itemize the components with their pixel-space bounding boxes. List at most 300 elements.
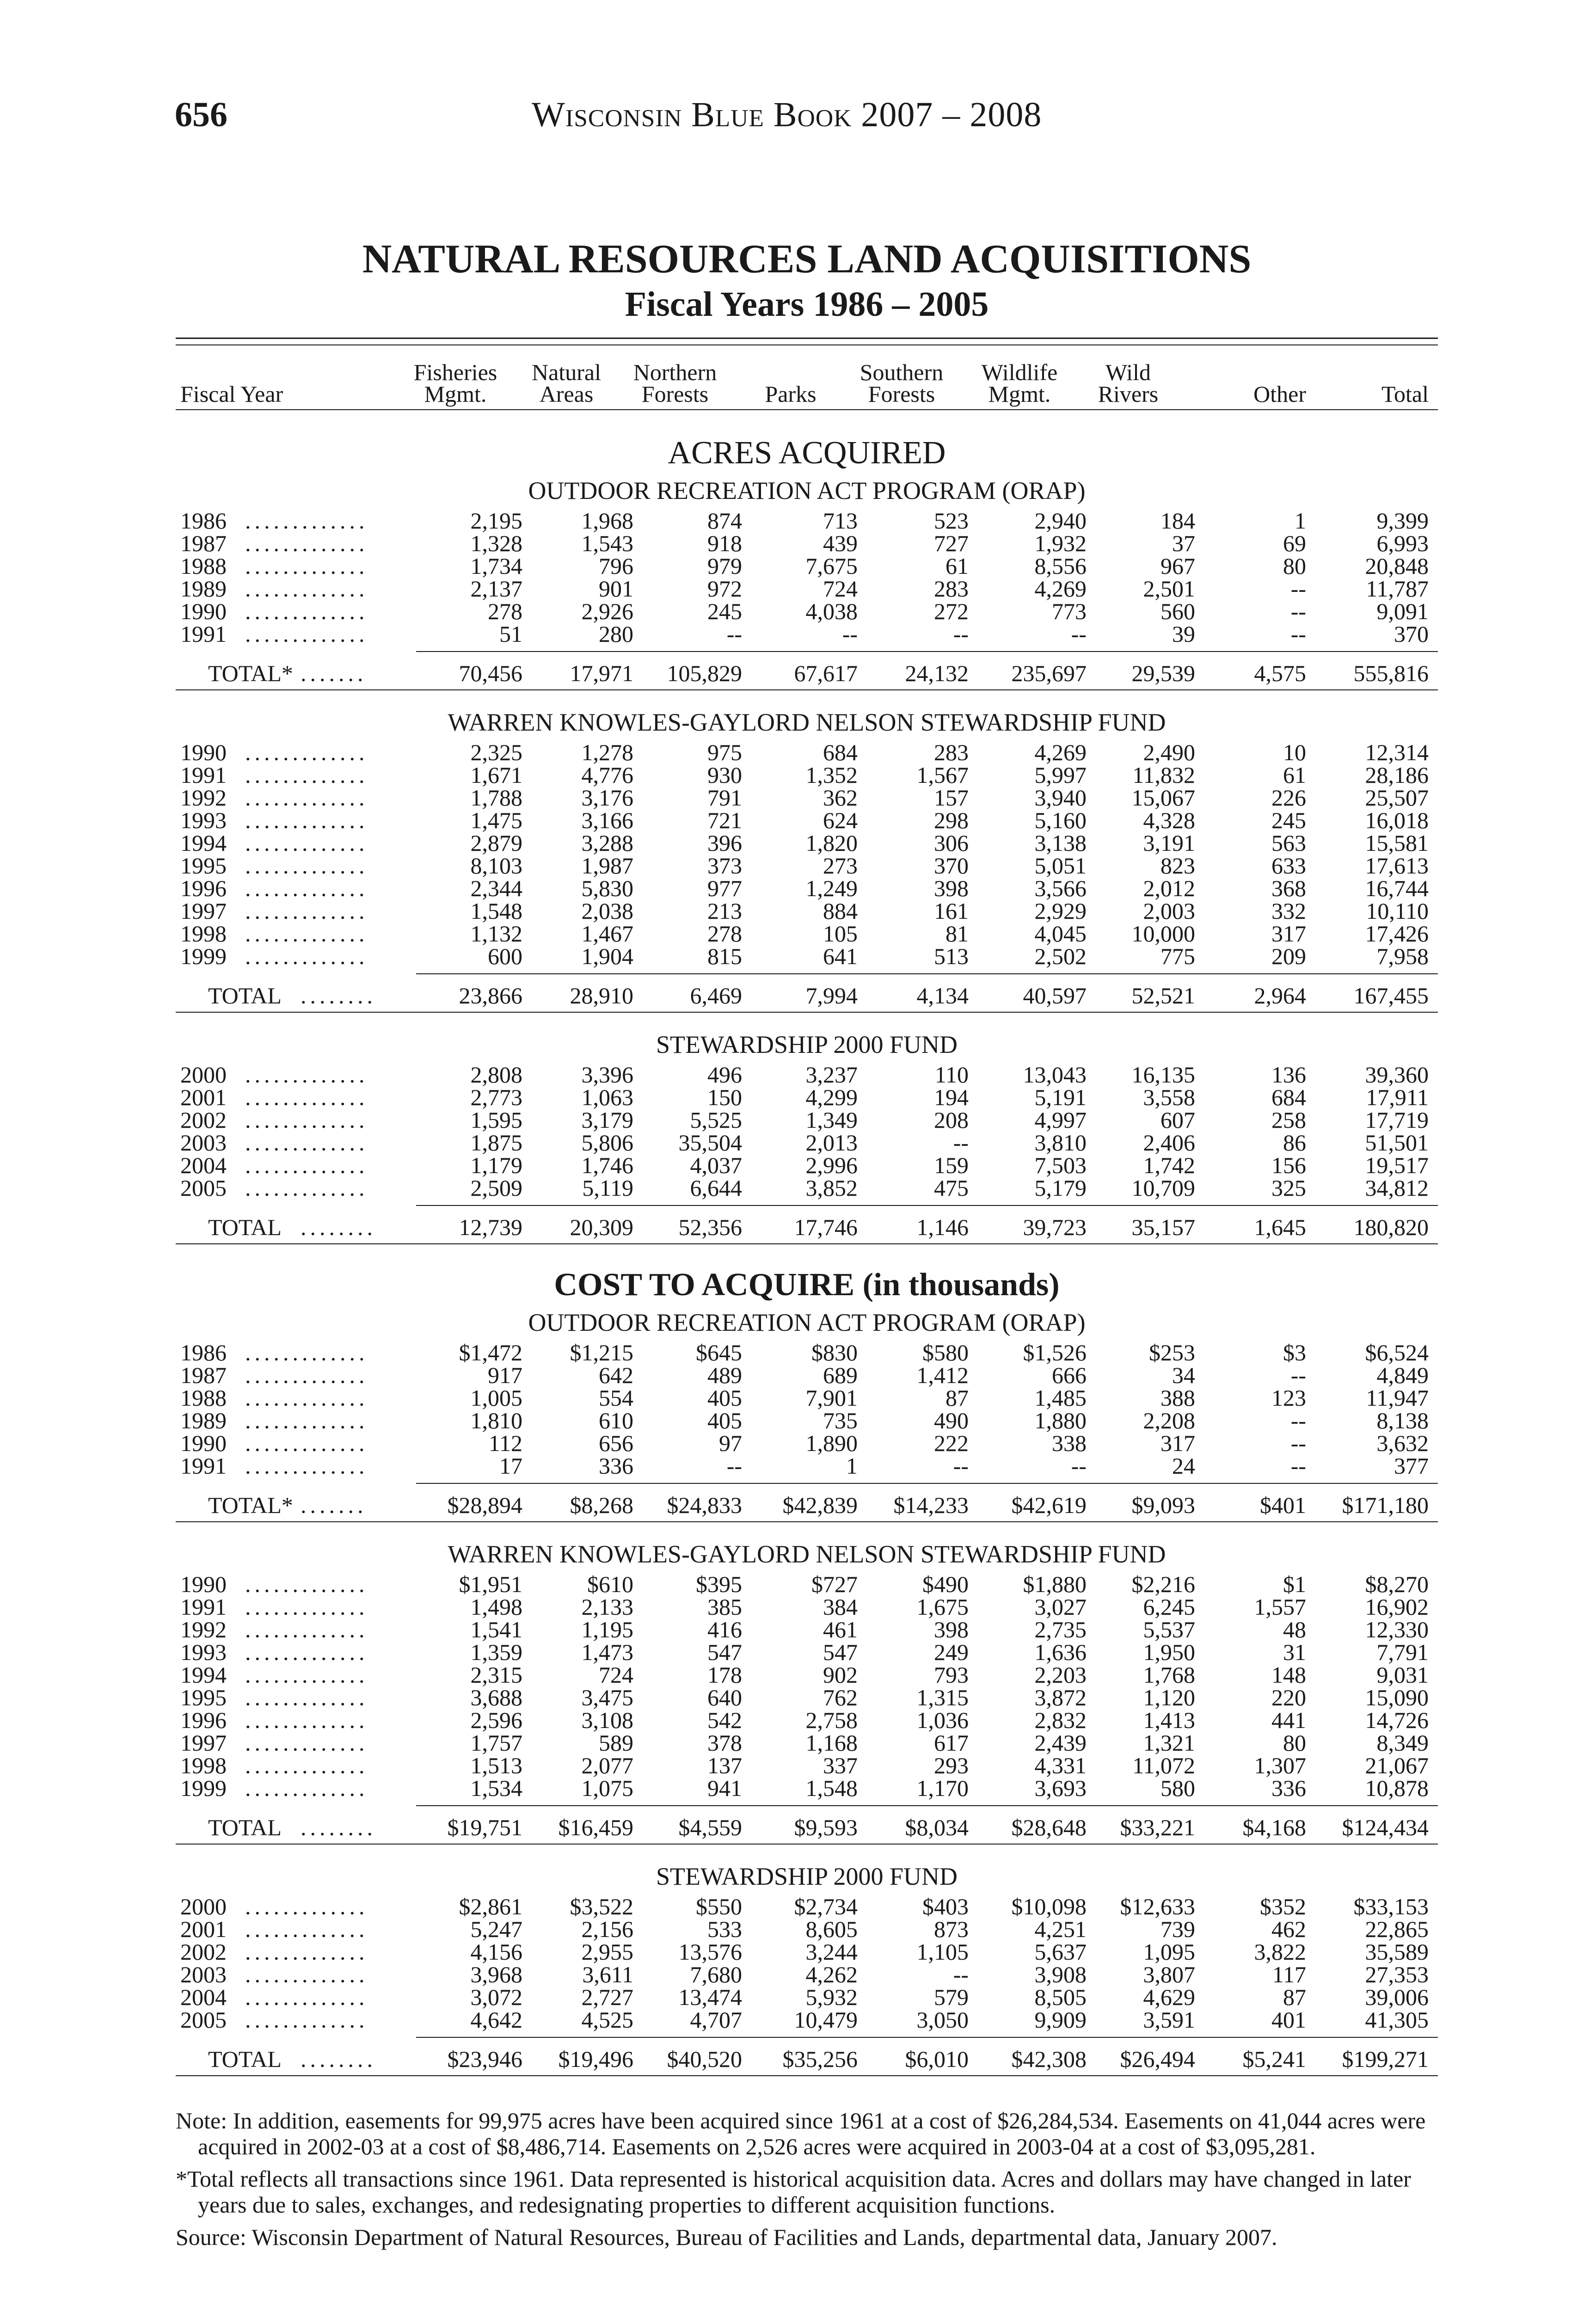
row-value: $1,215 bbox=[570, 1340, 633, 1365]
row-value: -- bbox=[1290, 1430, 1306, 1456]
table-row bbox=[0, 1154, 1596, 1177]
total-value: 70,456 bbox=[459, 660, 522, 686]
row-value: 385 bbox=[707, 1594, 742, 1620]
row-year: 1992 bbox=[180, 1617, 227, 1642]
row-year: 1988 bbox=[180, 553, 227, 579]
total-rule bbox=[416, 1483, 1438, 1484]
total-value: 39,723 bbox=[1023, 1214, 1087, 1240]
row-value: 2,490 bbox=[1143, 739, 1195, 765]
total-value: 180,820 bbox=[1353, 1214, 1429, 1240]
row-value: 7,503 bbox=[1034, 1152, 1087, 1178]
row-value: 1,932 bbox=[1034, 530, 1087, 556]
row-value: 388 bbox=[1160, 1385, 1195, 1411]
row-value: 689 bbox=[823, 1362, 858, 1388]
row-value: 721 bbox=[707, 807, 742, 833]
row-value: 1,788 bbox=[470, 785, 522, 811]
row-value: 972 bbox=[707, 576, 742, 602]
row-value: 1,315 bbox=[916, 1685, 969, 1710]
row-value: 4,707 bbox=[690, 2007, 742, 2033]
header-col-line2: Parks bbox=[765, 381, 816, 407]
row-value: $403 bbox=[922, 1894, 969, 1919]
row-value: -- bbox=[1071, 621, 1087, 647]
row-value: 5,247 bbox=[470, 1916, 522, 1942]
row-value: 258 bbox=[1271, 1107, 1306, 1133]
row-value: 2,808 bbox=[470, 1062, 522, 1088]
row-value: 4,269 bbox=[1034, 739, 1087, 765]
row-value: 2,439 bbox=[1034, 1730, 1087, 1756]
row-value: 384 bbox=[823, 1594, 858, 1620]
row-value: 684 bbox=[1271, 1084, 1306, 1110]
row-value: 273 bbox=[823, 853, 858, 879]
total-value: $5,241 bbox=[1242, 2046, 1306, 2072]
row-leader-dots: ............. bbox=[245, 1752, 368, 1778]
row-value: 2,502 bbox=[1034, 943, 1087, 969]
row-value: 918 bbox=[707, 530, 742, 556]
row-value: 7,675 bbox=[805, 553, 858, 579]
row-value: 5,160 bbox=[1034, 807, 1087, 833]
total-row bbox=[0, 2048, 1596, 2071]
row-value: 401 bbox=[1271, 2007, 1306, 2033]
row-leader-dots: ............. bbox=[245, 762, 368, 788]
row-year: 1996 bbox=[180, 875, 227, 901]
row-year: 2001 bbox=[180, 1916, 227, 1942]
row-year: 1999 bbox=[180, 943, 227, 969]
row-value: $830 bbox=[811, 1340, 858, 1365]
row-value: 2,501 bbox=[1143, 576, 1195, 602]
total-leader-dots: ........ bbox=[301, 983, 376, 1008]
row-value: 298 bbox=[934, 807, 969, 833]
row-value: 1,359 bbox=[470, 1639, 522, 1665]
row-value: 735 bbox=[823, 1408, 858, 1433]
row-value: 1,475 bbox=[470, 807, 522, 833]
row-value: 3,968 bbox=[470, 1962, 522, 1987]
row-value: -- bbox=[726, 621, 742, 647]
table-row bbox=[0, 787, 1596, 809]
table-row bbox=[0, 1709, 1596, 1732]
total-row bbox=[0, 1494, 1596, 1517]
table-row bbox=[0, 1895, 1596, 1918]
row-value: 533 bbox=[707, 1916, 742, 1942]
total-value: $9,093 bbox=[1131, 1492, 1195, 1518]
row-value: 1 bbox=[1295, 508, 1306, 534]
row-value: 28,186 bbox=[1365, 762, 1429, 788]
row-value: 15,581 bbox=[1365, 830, 1429, 856]
total-value: $6,010 bbox=[905, 2046, 969, 2072]
row-value: 11,787 bbox=[1366, 576, 1429, 602]
row-value: $1,880 bbox=[1023, 1571, 1087, 1597]
row-value: 489 bbox=[707, 1362, 742, 1388]
row-value: $490 bbox=[922, 1571, 969, 1597]
page-number: 656 bbox=[175, 95, 227, 134]
row-value: 2,013 bbox=[805, 1130, 858, 1156]
row-value: 48 bbox=[1283, 1617, 1306, 1642]
row-value: 4,262 bbox=[805, 1962, 858, 1987]
section-subhead: STEWARDSHIP 2000 FUND bbox=[656, 1863, 958, 1890]
table-row bbox=[0, 900, 1596, 922]
section-rule bbox=[176, 1243, 1438, 1244]
row-value: 1,950 bbox=[1143, 1639, 1195, 1665]
row-value: 2,406 bbox=[1143, 1130, 1195, 1156]
row-value: 278 bbox=[707, 921, 742, 947]
row-value: 336 bbox=[1271, 1775, 1306, 1801]
row-value: 325 bbox=[1271, 1175, 1306, 1201]
row-leader-dots: ............. bbox=[245, 1152, 368, 1178]
total-value: $14,233 bbox=[893, 1492, 969, 1518]
row-year: 1990 bbox=[180, 598, 227, 624]
header-rule bbox=[176, 409, 1438, 410]
total-value: 555,816 bbox=[1353, 660, 1429, 686]
row-value: 4,037 bbox=[690, 1152, 742, 1178]
table-row bbox=[0, 922, 1596, 945]
row-value: 2,315 bbox=[470, 1662, 522, 1688]
row-value: 368 bbox=[1271, 875, 1306, 901]
row-value: 1,485 bbox=[1034, 1385, 1087, 1411]
total-value: 6,469 bbox=[690, 983, 742, 1008]
header-fiscal-year: Fiscal Year bbox=[180, 381, 283, 407]
row-value: 2,996 bbox=[805, 1152, 858, 1178]
row-value: 1,168 bbox=[805, 1730, 858, 1756]
total-row bbox=[0, 984, 1596, 1007]
row-value: 917 bbox=[488, 1362, 522, 1388]
total-leader-dots: ....... bbox=[301, 660, 367, 686]
total-value: $8,268 bbox=[570, 1492, 633, 1518]
row-leader-dots: ............. bbox=[245, 1594, 368, 1620]
row-value: 3,940 bbox=[1034, 785, 1087, 811]
row-value: 117 bbox=[1272, 1962, 1306, 1987]
row-leader-dots: ............. bbox=[245, 553, 368, 579]
row-leader-dots: ............. bbox=[245, 621, 368, 647]
row-leader-dots: ............. bbox=[245, 1107, 368, 1133]
total-value: $4,559 bbox=[678, 1814, 742, 1840]
header-col-line1: Natural bbox=[532, 359, 601, 385]
total-value: 2,964 bbox=[1254, 983, 1306, 1008]
row-value: 1,105 bbox=[916, 1939, 969, 1965]
row-value: 208 bbox=[934, 1107, 969, 1133]
row-value: 2,195 bbox=[470, 508, 522, 534]
total-leader-dots: ....... bbox=[301, 1492, 367, 1518]
row-value: 245 bbox=[707, 598, 742, 624]
row-value: 2,879 bbox=[470, 830, 522, 856]
row-value: 370 bbox=[934, 853, 969, 879]
total-value: 52,521 bbox=[1131, 983, 1195, 1008]
row-year: 1989 bbox=[180, 576, 227, 602]
row-value: 1,768 bbox=[1143, 1662, 1195, 1688]
row-value: 39,006 bbox=[1365, 1984, 1429, 2010]
row-value: 1,249 bbox=[805, 875, 858, 901]
row-year: 1987 bbox=[180, 530, 227, 556]
notes bbox=[176, 2108, 1438, 2250]
total-value: $16,459 bbox=[558, 1814, 633, 1840]
total-value: $199,271 bbox=[1342, 2046, 1429, 2072]
row-value: 178 bbox=[707, 1662, 742, 1688]
row-value: 7,680 bbox=[690, 1962, 742, 1987]
row-value: 3,872 bbox=[1034, 1685, 1087, 1710]
row-value: 1,636 bbox=[1034, 1639, 1087, 1665]
row-value: 222 bbox=[934, 1430, 969, 1456]
row-value: 977 bbox=[707, 875, 742, 901]
row-value: 317 bbox=[1160, 1430, 1195, 1456]
row-value: $12,633 bbox=[1120, 1894, 1195, 1919]
row-leader-dots: ............. bbox=[245, 1408, 368, 1433]
row-value: 136 bbox=[1271, 1062, 1306, 1088]
total-leader-dots: ........ bbox=[301, 1214, 376, 1240]
row-value: 1,820 bbox=[805, 830, 858, 856]
row-value: 5,051 bbox=[1034, 853, 1087, 879]
table-row bbox=[0, 1664, 1596, 1686]
row-value: 724 bbox=[823, 576, 858, 602]
total-label: TOTAL bbox=[208, 1214, 282, 1240]
row-value: 13,576 bbox=[678, 1939, 742, 1965]
table-row bbox=[0, 1986, 1596, 2009]
total-value: 67,617 bbox=[794, 660, 858, 686]
section-rule bbox=[176, 1521, 1438, 1522]
row-year: 2003 bbox=[180, 1130, 227, 1156]
row-value: 1,987 bbox=[581, 853, 633, 879]
table-row bbox=[0, 809, 1596, 832]
row-value: 1,467 bbox=[581, 921, 633, 947]
row-value: 3,611 bbox=[582, 1962, 633, 1987]
total-value: $42,619 bbox=[1011, 1492, 1087, 1518]
row-value: 16,902 bbox=[1365, 1594, 1429, 1620]
row-value: 1,075 bbox=[581, 1775, 633, 1801]
row-year: 1992 bbox=[180, 785, 227, 811]
header-col-line2: Forests bbox=[868, 381, 935, 407]
row-value: 1,132 bbox=[470, 921, 522, 947]
row-value: 41,305 bbox=[1365, 2007, 1429, 2033]
note-paragraph: *Total reflects all transactions since 1961. Data represented is historical acquisition data. Acres and dollars may have changed in later years due to sales, exchanges, and redesignating properties to different acquisition functions. bbox=[176, 2166, 1411, 2218]
section-subhead: WARREN KNOWLES-GAYLORD NELSON STEWARDSHIP FUND bbox=[448, 708, 1166, 736]
row-value: 1,567 bbox=[916, 762, 969, 788]
row-value: $3 bbox=[1283, 1340, 1306, 1365]
total-value: 28,910 bbox=[570, 983, 633, 1008]
row-value: 3,179 bbox=[581, 1107, 633, 1133]
row-year: 1991 bbox=[180, 621, 227, 647]
row-value: 5,537 bbox=[1143, 1617, 1195, 1642]
total-rule bbox=[416, 1805, 1438, 1806]
row-value: 6,644 bbox=[690, 1175, 742, 1201]
row-value: 523 bbox=[934, 508, 969, 534]
row-value: 641 bbox=[823, 943, 858, 969]
row-value: 563 bbox=[1271, 830, 1306, 856]
row-value: 2,832 bbox=[1034, 1707, 1087, 1733]
table-row bbox=[0, 2009, 1596, 2031]
row-value: 1,005 bbox=[470, 1385, 522, 1411]
row-value: 4,156 bbox=[470, 1939, 522, 1965]
row-value: 11,832 bbox=[1132, 762, 1195, 788]
total-value: $124,434 bbox=[1342, 1814, 1429, 1840]
row-value: 14,726 bbox=[1365, 1707, 1429, 1733]
running-head: Wisconsin Blue Book 2007 – 2008 bbox=[532, 95, 1042, 134]
total-value: $9,593 bbox=[794, 1814, 858, 1840]
table-row bbox=[0, 1109, 1596, 1131]
total-value: $19,751 bbox=[447, 1814, 522, 1840]
row-value: 2,208 bbox=[1143, 1408, 1195, 1433]
row-value: 1,890 bbox=[805, 1430, 858, 1456]
row-value: 213 bbox=[707, 898, 742, 924]
row-value: 416 bbox=[707, 1617, 742, 1642]
row-value: 3,566 bbox=[1034, 875, 1087, 901]
row-value: 9,091 bbox=[1376, 598, 1429, 624]
table-row bbox=[0, 1341, 1596, 1364]
row-value: 8,556 bbox=[1034, 553, 1087, 579]
row-year: 2005 bbox=[180, 1175, 227, 1201]
row-value: $550 bbox=[696, 1894, 742, 1919]
row-leader-dots: ............. bbox=[245, 598, 368, 624]
row-leader-dots: ............. bbox=[245, 921, 368, 947]
row-value: -- bbox=[1290, 1408, 1306, 1433]
row-value: 21,067 bbox=[1365, 1752, 1429, 1778]
table-title: NATURAL RESOURCES LAND ACQUISITIONS bbox=[362, 237, 1252, 282]
row-leader-dots: ............. bbox=[245, 1062, 368, 1088]
row-value: -- bbox=[1290, 621, 1306, 647]
total-value: $401 bbox=[1260, 1492, 1306, 1518]
row-year: 1997 bbox=[180, 1730, 227, 1756]
row-leader-dots: ............. bbox=[245, 1571, 368, 1597]
row-value: 7,791 bbox=[1376, 1639, 1429, 1665]
row-value: 34,812 bbox=[1365, 1175, 1429, 1201]
row-value: 10,709 bbox=[1131, 1175, 1195, 1201]
row-value: 34 bbox=[1172, 1362, 1195, 1388]
row-value: 793 bbox=[934, 1662, 969, 1688]
row-leader-dots: ............. bbox=[245, 1775, 368, 1801]
row-value: 1,541 bbox=[470, 1617, 522, 1642]
row-value: 80 bbox=[1283, 553, 1306, 579]
table-row bbox=[0, 555, 1596, 578]
row-value: 2,077 bbox=[581, 1752, 633, 1778]
total-value: $24,833 bbox=[667, 1492, 742, 1518]
row-value: 3,852 bbox=[805, 1175, 858, 1201]
row-value: 490 bbox=[934, 1408, 969, 1433]
row-value: 283 bbox=[934, 576, 969, 602]
total-row bbox=[0, 662, 1596, 685]
total-value: $23,946 bbox=[447, 2046, 522, 2072]
total-value: 29,539 bbox=[1131, 660, 1195, 686]
row-year: 2001 bbox=[180, 1084, 227, 1110]
row-leader-dots: ............. bbox=[245, 830, 368, 856]
row-value: 148 bbox=[1271, 1662, 1306, 1688]
row-value: 362 bbox=[823, 785, 858, 811]
row-value: 1,473 bbox=[581, 1639, 633, 1665]
row-value: 823 bbox=[1160, 853, 1195, 879]
row-value: 209 bbox=[1271, 943, 1306, 969]
row-value: 8,138 bbox=[1376, 1408, 1429, 1433]
row-value: 873 bbox=[934, 1916, 969, 1942]
row-value: 1,557 bbox=[1254, 1594, 1306, 1620]
row-value: 5,932 bbox=[805, 1984, 858, 2010]
total-value: 4,134 bbox=[916, 983, 969, 1008]
row-value: 22,865 bbox=[1365, 1916, 1429, 1942]
row-value: 5,191 bbox=[1034, 1084, 1087, 1110]
row-value: 7,958 bbox=[1376, 943, 1429, 969]
row-value: 2,012 bbox=[1143, 875, 1195, 901]
row-value: 86 bbox=[1283, 1130, 1306, 1156]
row-leader-dots: ............. bbox=[245, 530, 368, 556]
row-value: 4,776 bbox=[581, 762, 633, 788]
row-value: 1,742 bbox=[1143, 1152, 1195, 1178]
row-value: 1,179 bbox=[470, 1152, 522, 1178]
row-value: 775 bbox=[1160, 943, 1195, 969]
row-value: 1,810 bbox=[470, 1408, 522, 1433]
table-row bbox=[0, 855, 1596, 877]
section-subhead: OUTDOOR RECREATION ACT PROGRAM (ORAP) bbox=[528, 1309, 1086, 1336]
row-value: 16,135 bbox=[1131, 1062, 1195, 1088]
row-value: 724 bbox=[599, 1662, 633, 1688]
row-value: 1,875 bbox=[470, 1130, 522, 1156]
row-value: 1,904 bbox=[581, 943, 633, 969]
row-value: 3,822 bbox=[1254, 1939, 1306, 1965]
row-value: 3,288 bbox=[581, 830, 633, 856]
row-value: 283 bbox=[934, 739, 969, 765]
row-value: 713 bbox=[823, 508, 858, 534]
header-col-line2: Mgmt. bbox=[424, 381, 487, 407]
row-value: 3,475 bbox=[581, 1685, 633, 1710]
total-label: TOTAL* bbox=[208, 660, 293, 686]
row-value: 2,940 bbox=[1034, 508, 1087, 534]
row-value: 462 bbox=[1271, 1916, 1306, 1942]
row-value: 51,501 bbox=[1365, 1130, 1429, 1156]
table-row bbox=[0, 1941, 1596, 1963]
row-value: 2,156 bbox=[581, 1916, 633, 1942]
row-value: 317 bbox=[1271, 921, 1306, 947]
row-value: 2,926 bbox=[581, 598, 633, 624]
row-value: 4,331 bbox=[1034, 1752, 1087, 1778]
row-value: 4,328 bbox=[1143, 807, 1195, 833]
row-leader-dots: ............. bbox=[245, 807, 368, 833]
total-value: 20,309 bbox=[570, 1214, 633, 1240]
row-value: 80 bbox=[1283, 1730, 1306, 1756]
row-value: 25,507 bbox=[1365, 785, 1429, 811]
total-value: $33,221 bbox=[1120, 1814, 1195, 1840]
row-value: 184 bbox=[1160, 508, 1195, 534]
row-value: $2,734 bbox=[794, 1894, 858, 1919]
row-value: 1 bbox=[846, 1453, 858, 1479]
row-year: 2000 bbox=[180, 1062, 227, 1088]
row-value: 20,848 bbox=[1365, 553, 1429, 579]
row-value: 874 bbox=[707, 508, 742, 534]
row-value: 642 bbox=[599, 1362, 633, 1388]
row-value: 3,244 bbox=[805, 1939, 858, 1965]
row-value: 293 bbox=[934, 1752, 969, 1778]
row-value: 1,328 bbox=[470, 530, 522, 556]
row-value: 791 bbox=[707, 785, 742, 811]
row-value: 656 bbox=[599, 1430, 633, 1456]
row-value: -- bbox=[953, 1453, 969, 1479]
row-value: 220 bbox=[1271, 1685, 1306, 1710]
row-value: $1,526 bbox=[1023, 1340, 1087, 1365]
row-value: 4,997 bbox=[1034, 1107, 1087, 1133]
table-row bbox=[0, 1618, 1596, 1641]
row-value: 8,605 bbox=[805, 1916, 858, 1942]
total-value: $40,520 bbox=[667, 2046, 742, 2072]
row-year: 2003 bbox=[180, 1962, 227, 1987]
table-row bbox=[0, 832, 1596, 855]
row-value: 226 bbox=[1271, 785, 1306, 811]
row-value: 3,027 bbox=[1034, 1594, 1087, 1620]
row-value: 902 bbox=[823, 1662, 858, 1688]
row-value: 1,968 bbox=[581, 508, 633, 534]
row-leader-dots: ............. bbox=[245, 1984, 368, 2010]
row-value: 4,849 bbox=[1376, 1362, 1429, 1388]
row-value: 1,513 bbox=[470, 1752, 522, 1778]
row-value: 3,908 bbox=[1034, 1962, 1087, 1987]
row-value: 51 bbox=[499, 621, 522, 647]
row-value: 10,110 bbox=[1366, 898, 1429, 924]
row-value: 441 bbox=[1271, 1707, 1306, 1733]
table-row bbox=[0, 1364, 1596, 1387]
row-year: 1994 bbox=[180, 1662, 227, 1688]
row-value: 3,558 bbox=[1143, 1084, 1195, 1110]
row-value: 156 bbox=[1271, 1152, 1306, 1178]
